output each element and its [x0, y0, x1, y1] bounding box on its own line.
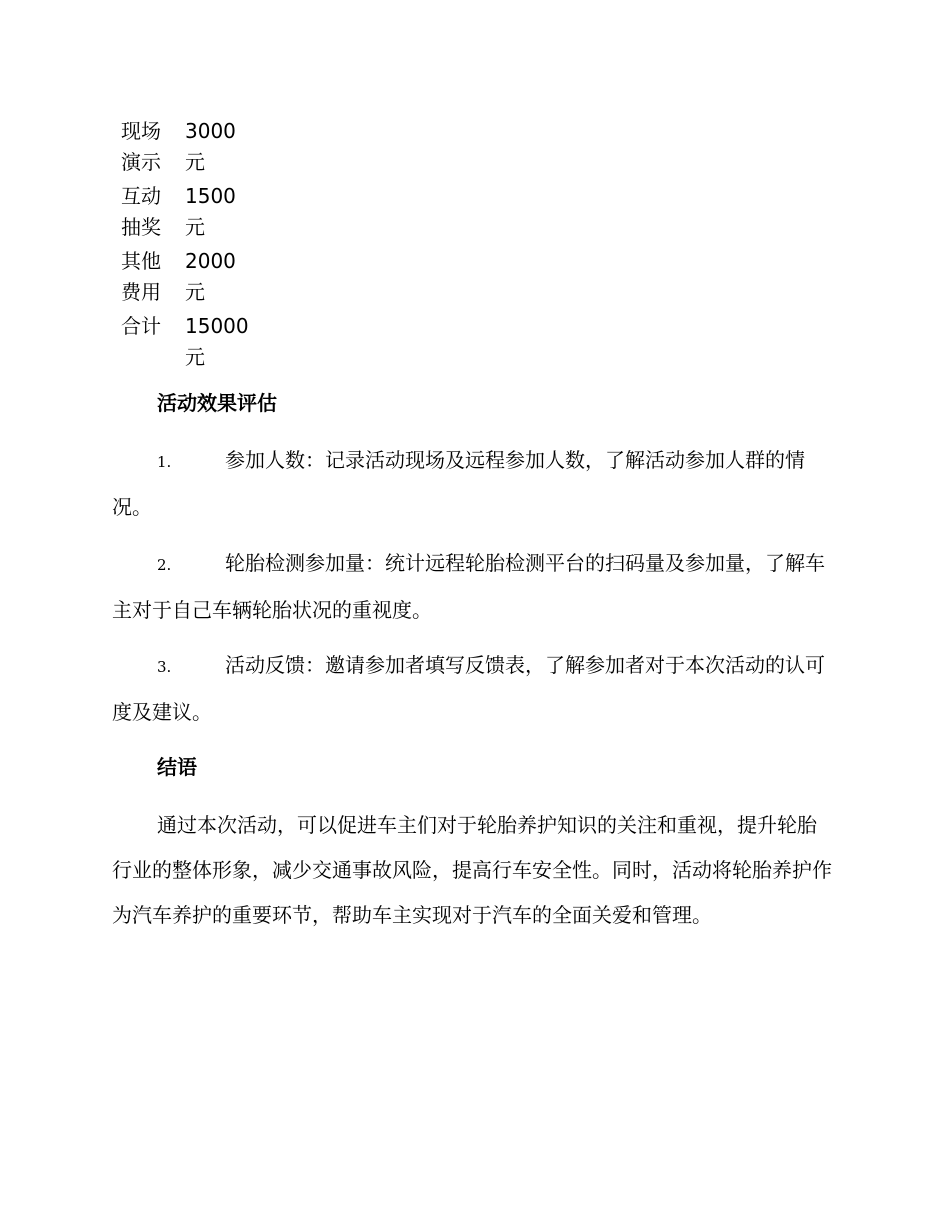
conclusion-paragraph: 通过本次活动，可以促进车主们对于轮胎养护知识的关注和重视，提升轮胎行业的整体形象，减少交通事故风险，提高行车安全性。同时，活动将轮胎养护作为汽车养护的重要环节，帮助车主实现对于汽车的全面关爱和管理。: [112, 813, 832, 927]
list-text: 活动反馈：邀请参加者填写反馈表，了解参加者对于本次活动的认可度及建议。: [112, 653, 825, 724]
list-item: [112, 438, 837, 530]
budget-item: 现场演示: [121, 119, 161, 174]
evaluation-heading: 活动效果评估: [157, 391, 277, 415]
list-text: 轮胎检测参加量：统计远程轮胎检测平台的扫码量及参加量，了解车主对于自己车辆轮胎状况的重视度。: [112, 551, 825, 622]
budget-item: 合计: [121, 314, 161, 338]
budget-table: [116, 116, 249, 376]
budget-item: 其他费用: [121, 249, 161, 304]
table-row: [116, 246, 249, 311]
table-row: [116, 181, 249, 246]
budget-item: 互动抽奖: [121, 184, 161, 239]
table-row: [116, 311, 249, 376]
list-number: 1.: [157, 453, 172, 471]
table-row: [116, 116, 249, 181]
conclusion-heading: 结语: [157, 755, 197, 779]
budget-amount: 15000元: [185, 314, 249, 369]
list-number: 3.: [157, 658, 172, 676]
list-item: [112, 643, 837, 735]
list-number: 2.: [157, 556, 172, 574]
list-item: [112, 541, 837, 633]
budget-amount: 3000元: [185, 119, 236, 174]
budget-amount: 2000元: [185, 249, 236, 304]
budget-amount: 1500元: [185, 184, 236, 239]
list-text: 参加人数：记录活动现场及远程参加人数，了解活动参加人群的情况。: [112, 448, 805, 519]
